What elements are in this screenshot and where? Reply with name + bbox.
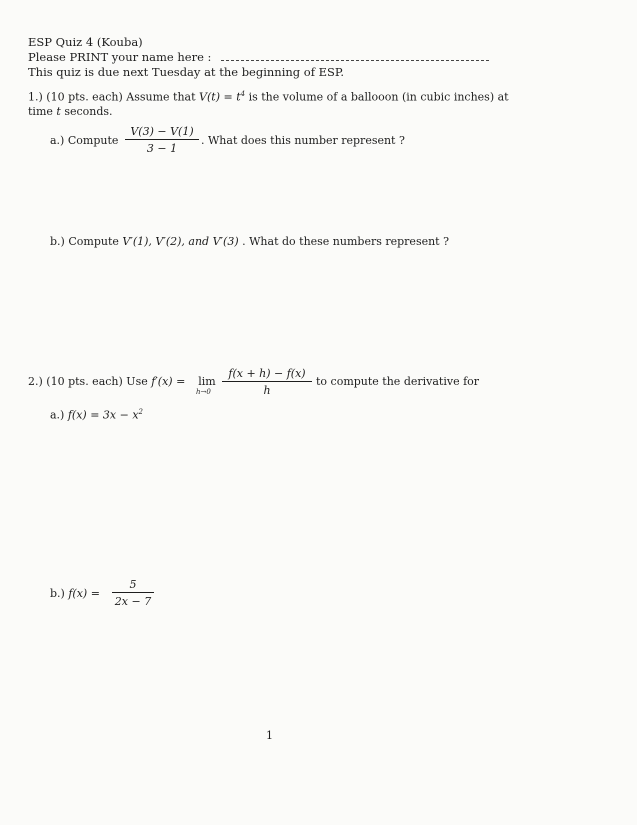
q1-formula-exp: 4 [240,90,246,98]
q1-prompt-line2 [28,105,113,118]
q2-frac-den: h [263,384,271,397]
q1a-label: a.) [50,134,65,147]
q1b-values: V′(1), V′(2), and V′(3) [122,235,239,248]
q1-prompt-a: Assume that [126,90,196,104]
q1-prompt-b: is the volume of a ballooon (in cubic inches) at [248,90,509,104]
q2b-func: f(x) = [68,587,100,600]
q1b-line [50,235,449,248]
q1a-question: . What does this number represent ? [201,134,405,147]
q2-limit [195,375,219,388]
q2-use: Use [126,375,148,388]
q2-frac-num: f(x + h) − f(x) [228,367,306,380]
q1a-frac-num: V(3) − V(1) [130,125,194,138]
q1a-frac-den: 3 − 1 [146,142,178,155]
q1a-lead [50,134,118,147]
name-prompt-line [28,50,489,65]
q2a-line [50,408,143,422]
q2b-frac-num: 5 [129,578,137,591]
q1-prompt-line2-b: seconds. [64,105,113,118]
q2a-exp: 2 [138,408,144,416]
q2b-label: b.) [50,587,65,600]
q2-rest: to compute the derivative for [316,375,480,388]
quiz-title: ESP Quiz 4 (Kouba) [28,35,143,49]
q2-lead [28,375,185,388]
q2a-func: f(x) = 3x − x [67,408,139,422]
q2-points: (10 pts. each) [46,375,123,388]
q1b-label: b.) [50,235,65,248]
q1-formula: V(t) = t [199,90,241,104]
q1b-question: . What do these numbers represent ? [242,235,449,248]
q2-number: 2.) [28,375,43,388]
due-note: This quiz is due next Tuesday at the beginning of ESP. [28,65,344,79]
name-prompt: Please PRINT your name here : [28,50,212,64]
q1-number: 1.) [28,90,43,104]
q1-prompt-line1 [28,90,509,104]
q2-deriv: f′(x) = [151,375,186,388]
q1-points: (10 pts. each) [46,90,123,104]
q1a-compute: Compute [67,134,119,147]
q1-prompt-line2-a: time [28,105,53,118]
q1a-fraction [125,125,199,155]
q2b-lead [50,587,100,600]
q2-lim-sub: h→0 [196,388,211,396]
q2-lim: lim [198,375,216,388]
q2b-fraction [112,578,154,608]
page-number: 1 [266,729,273,742]
q1-prompt-var: t [56,105,61,118]
q2-fraction [222,367,312,397]
q2b-frac-den: 2x − 7 [114,595,152,608]
q1b-compute: Compute [68,235,119,248]
q2a-label: a.) [50,408,65,422]
name-blank[interactable] [221,52,489,61]
